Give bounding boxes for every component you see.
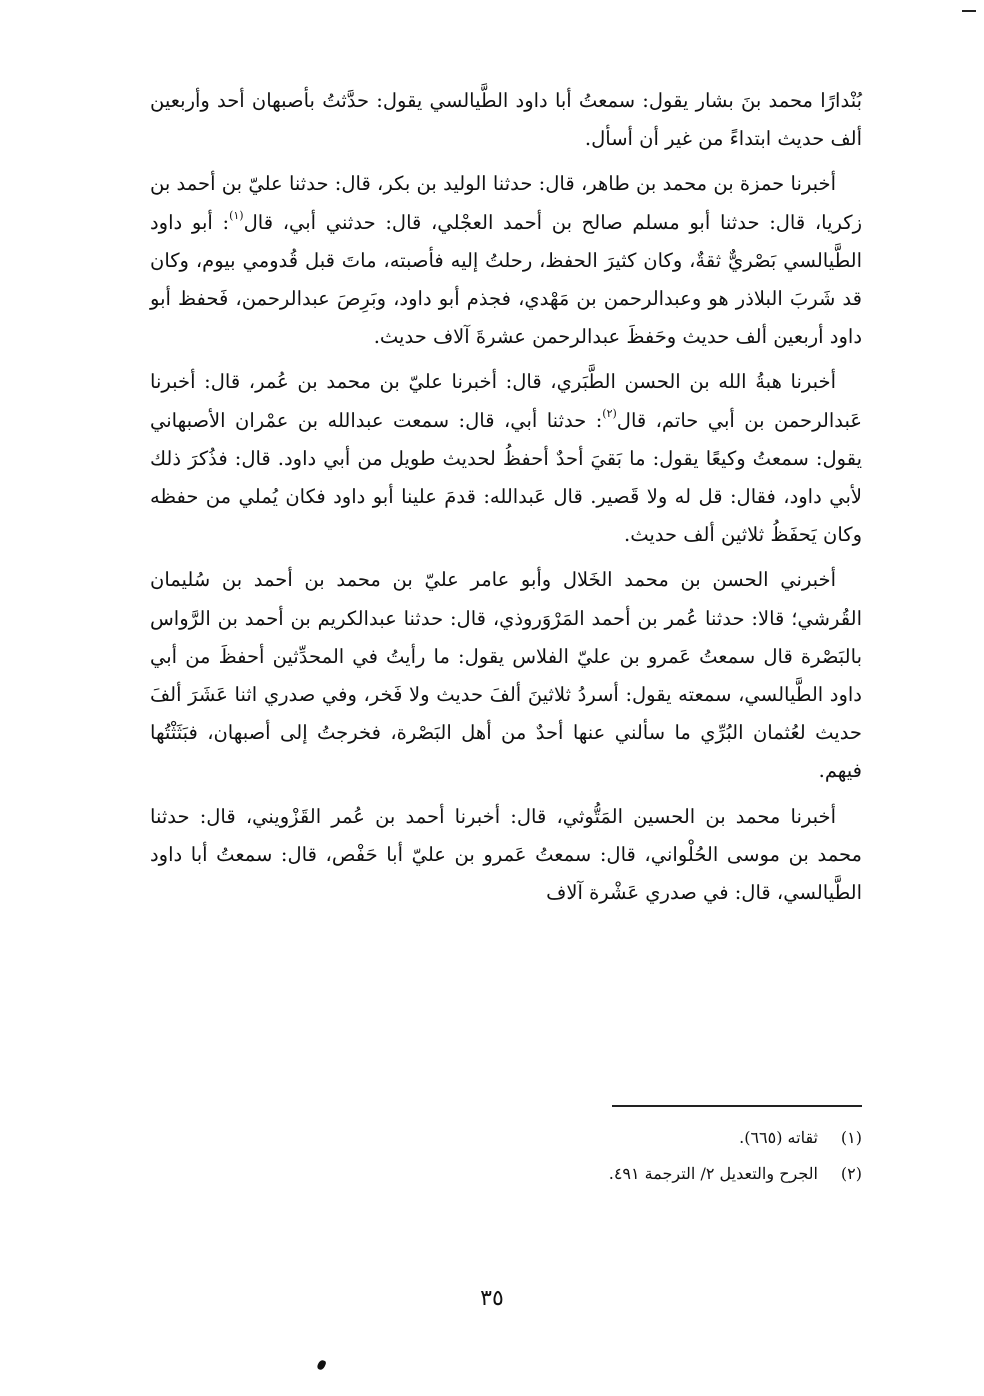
paragraph-3 [150,363,862,554]
footnote-number: (١) [840,1128,862,1147]
main-text [150,82,862,912]
footnote-ref-1: (١) [229,209,244,223]
footnotes [300,1120,862,1192]
footnote-ref-2: (٢) [602,407,617,421]
paragraph-4: أخبرني الحسن بن محمد الخَلال وأبو عامر عليّ بن محمد بن أحمد بن سُليمان القُرشي؛ قالا: حدثنا عُمر بن أحمد المَرْوَروذي، قال: حدثنا عبدالكريم بن أحمد بن الرَّواس بالبَصْرة قال سمعتُ عَمرو بن عليّ الفلاس يقول: ما رأيتُ في المحدِّثين أحفظَ من أبي داود الطَّيالسي، سمعته يقول: أسردُ ثلاثينَ ألفَ حديث ولا فَخر، وفي صدري اثنا عَشَرَ ألفَ حديث لعُثمان البُرِّي ما سألني عنها أحدٌ من أهل البَصْرة، فخرجتُ إلى أصبهان، فبَثَثْتُها فيهم. [150,568,862,783]
paragraph-2 [150,165,862,356]
footnote-divider [612,1105,862,1107]
paragraph-2-part-1: أخبرنا حمزة بن محمد بن طاهر، قال: حدثنا الوليد بن بكر، قال: حدثنا عليّ بن أحمد بن زكريا، قال: حدثنا أبو مسلم صالح بن أحمد العجْلي، قال: حدثني أبي، قال [150,172,863,234]
paragraph-2-part-2: : أبو داود الطَّيالسي بَصْريٌّ ثقةٌ، وكان كثيرَ الحفظ، رحلتُ إليه فأصبته، ماتَ قبل قُدومي بيوم، وكان قد شَربَ البلاذر هو وعبدالرحمن بن مَهْدي، فجذم أبو داود، وبَرِصَ عبدالرحمن، فَحفظ أبو داود أربعين ألف حديث وحَفظَ عبدالرحمن عشرةَ آلاف حديث. [150,210,862,349]
page-number: ٣٥ [480,1286,504,1311]
paragraph-5: أخبرنا محمد بن الحسين المَتُّوثي، قال: أخبرنا أحمد بن عُمر القَزْويني، قال: حدثنا محمد بن موسى الحُلْواني، قال: سمعتُ عَمرو بن عليّ أبا حَفْص، قال: سمعتُ أبا داود الطَّيالسي، قال: في صدري عَشْرة آلاف [150,804,862,905]
paragraph-1: بُنْدارًا محمد بنَ بشار يقول: سمعتُ أبا داود الطَّيالسي يقول: حدَّثتُ بأصبهان أحد وأربعين ألف حديث ابتداءً من غير أن أسأل. [150,89,862,151]
footnote-text: الجرح والتعديل ٢/ الترجمة ٤٩١. [608,1164,818,1183]
footnote-text: ثقاته (٦٦٥). [739,1128,818,1147]
ink-spot [316,1359,327,1371]
footnote-number: (٢) [840,1164,862,1183]
corner-mark [962,10,976,12]
paragraph-3-part-2: : حدثنا أبي، قال: سمعت عبدالله بن عمْران الأصبهاني يقول: سمعتُ وكيعًا يقول: ما بَقيَ أحدٌ أحفظُ لحديث طويل من أبي داود. قال: فذُكرَ ذلك لأبي داود، فقال: قل له ولا قَصير. قال عَبدالله: قدمَ علينا أبو داود فكان يُملي من حفظه وكان يَحفَظُ ثلاثين ألف حديث. [150,408,862,547]
footnote-2 [300,1156,862,1192]
footnote-1 [300,1120,862,1156]
paragraph-3-part-1: أخبرنا هبةُ الله بن الحسن الطَّبَري، قال: أخبرنا عليّ بن محمد بن عُمر، قال: أخبرنا عَبدالرحمن بن أبي حاتم، قال [150,370,862,432]
